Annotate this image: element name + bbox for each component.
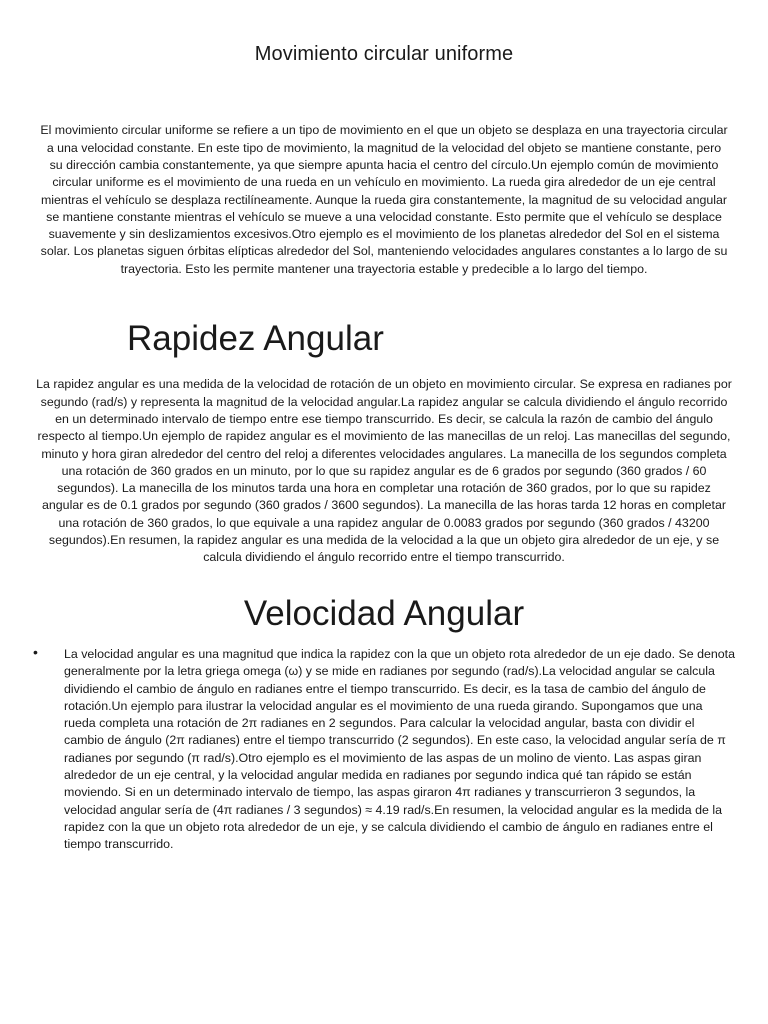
rapidez-angular-paragraph: La rapidez angular es una medida de la velocidad de rotación de un objeto en movimiento circular. Se expresa en radianes por segundo (rad/s) y representa la magnitud de la velocidad angular.La rapidez angular se calcula dividiendo el ángulo recorrido en un determinado intervalo de tiempo entre ese tiempo transcurrido. Es decir, se calcula la razón de cambio del ángulo respecto al tiempo.Un ejemplo de rapidez angular es el movimiento de las manecillas de un reloj. Las manecillas del segundo, minuto y hora giran alrededor del centro del reloj a diferentes velocidades angulares. La manecilla de los segundos completa una rotación de 360 grados en un minuto, por lo que su rapidez angular es de 6 grados por segundo (360 grados / 60 segundos). La manecilla de los minutos tarda una hora en completar una rotación de 360 grados, por lo que su rapidez angular es de 0.1 grados por segundo (360 grados / 3600 segundos). La manecilla de las horas tarda 12 horas en completar una rotación de 360 grados, lo que equivale a una rapidez angular de 0.0083 grados por segundo (360 grados / 43200 segundos).En resumen, la rapidez angular es una medida de la velocidad a la que un objeto gira alrededor de un eje, y se calcula dividiendo el ángulo recorrido entre el tiempo transcurrido. <box>36 377 732 565</box>
velocidad-angular-paragraph: La velocidad angular es una magnitud que indica la rapidez con la que un objeto rota alrededor de un eje dado. Se denota generalmente por la letra griega omega (ω) y se mide en radianes por segundo (rad/s).La velocidad angular se calcula dividiendo el cambio de ángulo en radianes entre el tiempo transcurrido. Es decir, es la tasa de cambio del ángulo de rotación.Un ejemplo para ilustrar la velocidad angular es el movimiento de una rueda girando. Supongamos que una rueda completa una rotación de 2π radianes en 2 segundos. Para calcular la velocidad angular, basta con dividir el cambio de ángulo (2π radianes) entre el tiempo transcurrido (2 segundos). En este caso, la velocidad angular sería de π radianes por segundo (π rad/s).Otro ejemplo es el movimiento de las aspas de un molino de viento. Las aspas giran alrededor de un eje central, y la velocidad angular medida en radianes por segundo indica qué tan rápido se están moviendo. Si en un determinado intervalo de tiempo, las aspas giraron 4π radianes y transcurrieron 3 segundos, la velocidad angular sería de (4π radianes / 3 segundos) ≈ 4.19 rad/s.En resumen, la velocidad angular es la medida de la rapidez con la que un objeto rota alrededor de un eje, y se calcula dividiendo el cambio de ángulo en radianes entre el tiempo transcurrido. <box>64 647 735 852</box>
intro-paragraph: El movimiento circular uniforme se refiere a un tipo de movimiento en el que un objeto se desplaza en una trayectoria circular a una velocidad constante. En este tipo de movimiento, la magnitud de la velocidad del objeto se mantiene constante, pero su dirección cambia constantemente, ya que siempre apunta hacia el centro del círculo.Un ejemplo común de movimiento circular uniforme es el movimiento de una rueda en un vehículo en movimiento. La rueda gira alrededor de un eje central mientras el vehículo se desplaza rectilíneamente. Aunque la rueda gira constantemente, la magnitud de su velocidad angular se mantiene constante mientras el vehículo se mueve a una velocidad constante. Esto permite que el vehículo se desplace suavemente y sin deslizamientos excesivos.Otro ejemplo es el movimiento de los planetas alrededor del Sol en el sistema solar. Los planetas siguen órbitas elípticas alrededor del Sol, manteniendo velocidades angulares constantes a lo largo de su trayectoria. Esto les permite mantener una trayectoria estable y predecible a lo largo del tiempo. <box>40 123 728 276</box>
bullet-icon: • <box>33 644 38 660</box>
section-heading-rapidez-angular: Rapidez Angular <box>127 319 384 358</box>
page-title: Movimiento circular uniforme <box>254 43 514 65</box>
section-heading-velocidad-angular: Velocidad Angular <box>243 594 525 633</box>
